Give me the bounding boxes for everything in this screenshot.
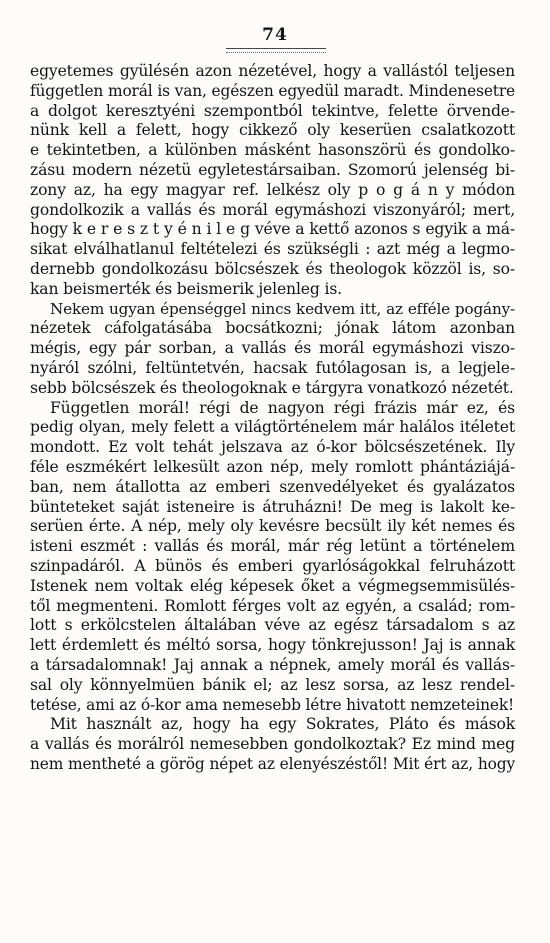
page-number: 74 [262, 25, 288, 45]
text-line: ban, nem átallotta az emberi szenvedélyeket és gyalázatos [30, 477, 515, 496]
text-line: a vallás és morálról nemesebben gondolkoztak? Ez mind meg [30, 735, 515, 754]
text-line: független morál is van, egészen egyedül maradt. Mindenesetre [30, 81, 515, 100]
text-line: serüen érte. A nép, mely oly kevésre becsült ily két nemes és [30, 517, 515, 536]
text-line: egyetemes gyülésén azon nézetével, hogy a vallástól teljesen [30, 62, 515, 80]
text-line: szinpadáról. A bünös és emberi gyarlóságokkal felruházott [30, 556, 515, 575]
text-line: mondott. Ez volt tehát jelszava az ó-kor bölcsészetének. Ily [30, 438, 515, 457]
text-line: nézetek cáfolgatásába bocsátkozni; jónak látom azonban [30, 319, 515, 338]
text-line: lett érdemlett és méltó sorsa, hogy tönkrejusson! Jaj is annak [30, 636, 515, 655]
text-line: Nekem ugyan épenséggel nincs kedvem itt, az efféle pogány- [50, 299, 515, 318]
text-line: a dolgot keresztyéni szempontból tekintve, felette örvende- [30, 101, 515, 120]
text-line: nünk kell a felett, hogy cikkező oly keserüen csalatkozott [30, 121, 515, 140]
body-text [30, 62, 515, 775]
text-line: Istenek nem voltak elég képesek őket a végmegsemmisülés- [30, 576, 515, 595]
text-line: nyáról szólni, feltüntetvén, hacsak futólagosan is, a legjele- [30, 358, 515, 377]
text-line: pedig olyan, mely felett a világtörténelem már halálos itéletet [30, 418, 515, 437]
text-line: mégis, egy pár sorban, a vallás és morál egymáshozi viszo- [30, 339, 515, 358]
text-line: től megmenteni. Romlott férges volt az egyén, a család; rom- [30, 596, 515, 615]
text-line: e tekintetben, a különben másként hasonszörü és gondolko- [30, 141, 515, 160]
text-line: kan beismerték és beismerik jelenleg is. [30, 279, 342, 298]
text-line: nem mentheté a görög népet az elenyészéstől! Mit ért az, hogy [30, 754, 515, 773]
text-line: lott s erkölcstelen általában véve az egész társadalom s az [30, 616, 515, 635]
text-line: zony az, ha egy magyar ref. lelkész oly p o g á n y módon [30, 180, 515, 199]
text-line: a társadalomnak! Jaj annak a népnek, amely morál és vallás- [30, 655, 515, 674]
text-line: zásu modern nézetü egyletestársaiban. Szomorú jelenség bi- [30, 160, 515, 179]
text-line: féle eszmékért lelkesült azon nép, mely romlott phántáziájá- [30, 457, 515, 476]
text-line: gondolkozik a vallás és morál egymáshozi viszonyáról; mert, [30, 200, 515, 219]
text-line: hogy k e r e s z t y é n i l e g véve a kettő azonos s egyik a má- [30, 220, 515, 239]
text-line: bünteteket saját isteneire is átruházni! De meg is lakolt ke- [30, 497, 515, 516]
header-ornament [226, 48, 326, 53]
text-line: dernebb gondolkozásu bölcsészek és theologok közzöl is, so- [30, 259, 515, 278]
text-line: sikat elválhatlanul feltételezi és szükségli : azt még a legmo- [30, 240, 515, 259]
text-line: tetése, ami az ó-kor ama nemesebb létre hivatott nemzeteinek! [30, 695, 515, 714]
text-line: sebb bölcsészek és theologoknak e tárgyra vonatkozó nézetét. [30, 378, 514, 397]
text-line: Független morál! régi de nagyon régi frázis már ez, és [50, 398, 515, 417]
text-line: isteni eszmét : vallás és morál, már rég letünt a történelem [30, 537, 515, 556]
text-line: Mit használt az, hogy ha egy Sokrates, Pláto és mások [50, 715, 515, 734]
text-line: sal oly könnyelmüen bánik el; az lesz sorsa, az lesz rendel- [30, 675, 515, 694]
